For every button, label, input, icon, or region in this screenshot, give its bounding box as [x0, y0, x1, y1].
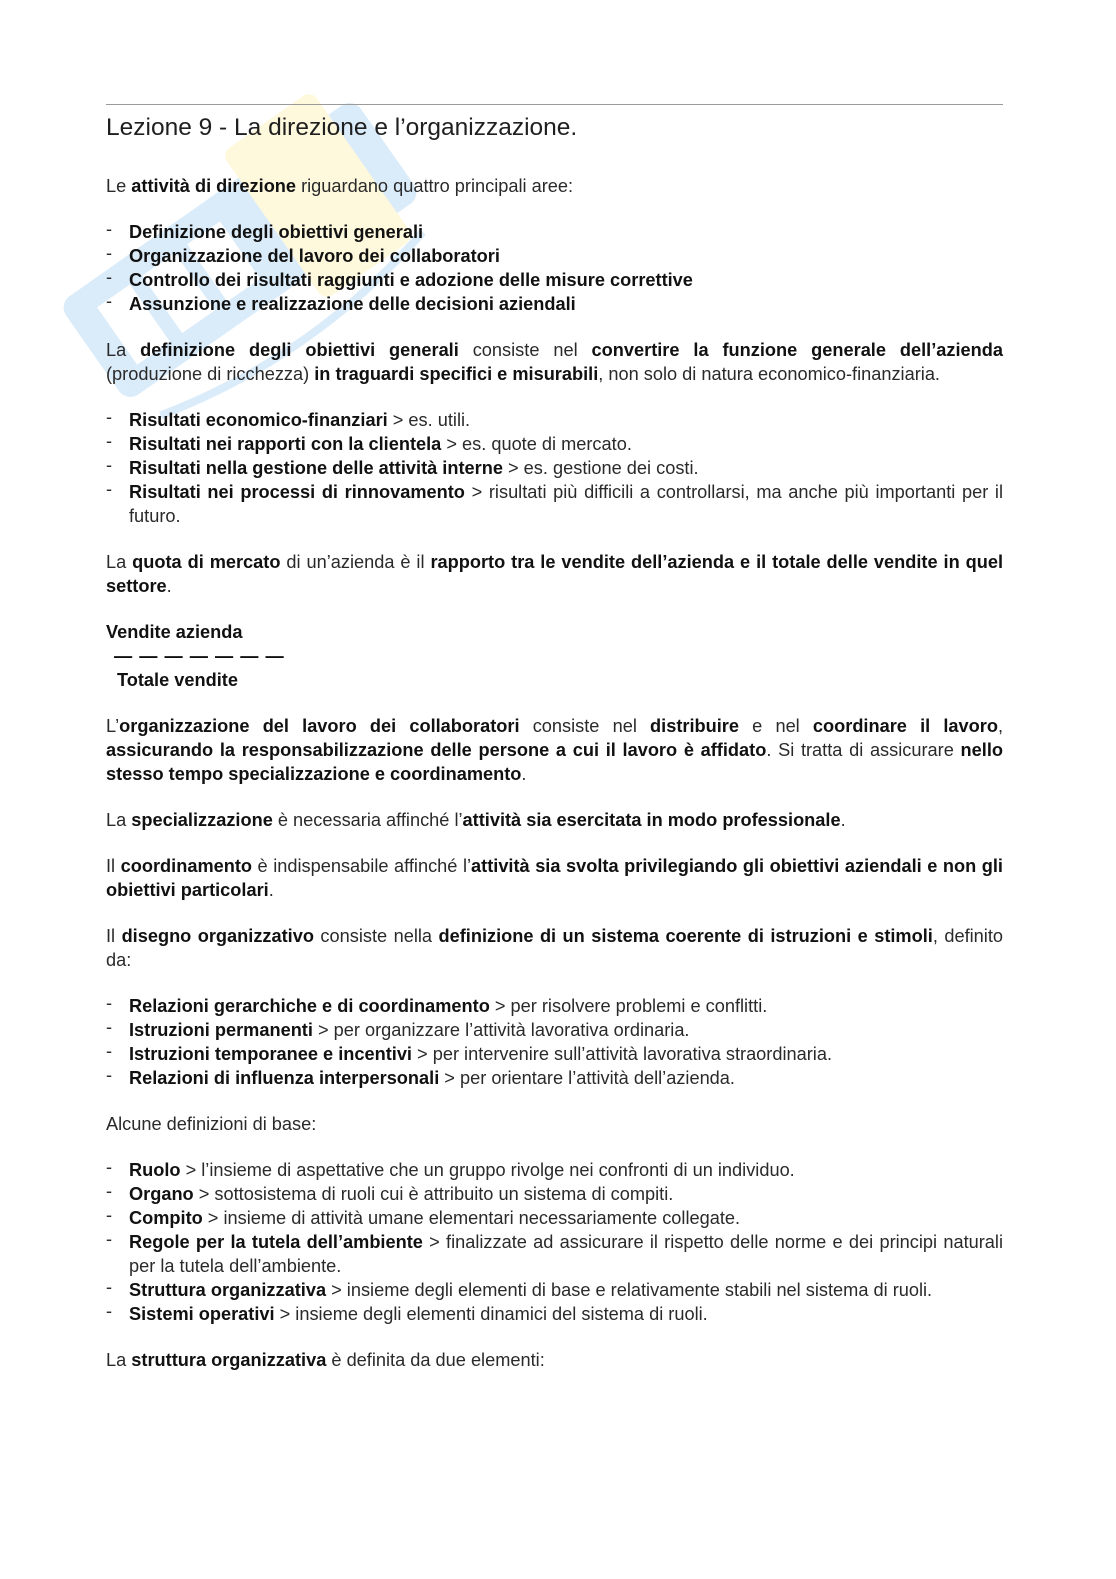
bullet-list	[106, 994, 1003, 1090]
text-run: è necessaria affinché l’	[272, 810, 463, 830]
spacer	[106, 786, 1003, 808]
text-run: > finalizzate ad assicurare il rispetto delle norme e dei principi naturali per la tutela dell’ambiente.	[129, 1232, 1003, 1276]
text-run: > es. quote di mercato.	[441, 434, 632, 454]
spacer	[106, 386, 1003, 408]
bold-text: specializzazione	[131, 810, 273, 830]
text-run: La	[106, 1350, 132, 1370]
bullet-list	[106, 408, 1003, 528]
bold-text: Organizzazione del lavoro dei collaboratori	[129, 246, 500, 266]
spacer	[106, 1090, 1003, 1112]
paragraph	[106, 924, 1003, 972]
text-run: è indispensabile affinché l’	[252, 856, 472, 876]
text-run: .	[166, 576, 172, 596]
spacer	[106, 692, 1003, 714]
spacer	[106, 832, 1003, 854]
text-run: .	[521, 764, 527, 784]
bold-text: coordinamento	[120, 856, 253, 876]
bold-text: assicurando la responsabilizzazione delle persone a cui il lavoro è affidato	[106, 740, 767, 760]
fraction-numerator: Vendite azienda	[106, 622, 243, 642]
spacer	[106, 1136, 1003, 1158]
paragraph	[106, 550, 1003, 598]
list-item	[106, 244, 1003, 268]
paragraph	[106, 854, 1003, 902]
paragraph	[106, 714, 1003, 786]
text-run: Alcune definizioni di base:	[106, 1114, 317, 1134]
text-run: .	[268, 880, 274, 900]
bold-text: coordinare il lavoro	[812, 716, 998, 736]
bold-text: distribuire	[650, 716, 739, 736]
market-share-fraction	[106, 620, 1003, 692]
text-run: > sottosistema di ruoli cui è attribuito un sistema di compiti.	[193, 1184, 674, 1204]
list-item	[106, 220, 1003, 244]
list-item	[106, 292, 1003, 316]
fraction-line: — — — — — — —	[114, 646, 285, 666]
text-run: > insieme degli elementi dinamici del sistema di ruoli.	[274, 1304, 708, 1324]
text-run: riguardano quattro principali aree:	[296, 176, 574, 196]
list-item	[106, 480, 1003, 528]
bold-text: Sistemi operativi	[129, 1304, 275, 1324]
bold-text: convertire la funzione generale dell’azienda	[591, 340, 1003, 360]
bullet-list	[106, 220, 1003, 316]
list-item	[106, 1182, 1003, 1206]
text-run: , non solo di natura economico-finanziaria.	[598, 364, 940, 384]
header-rule	[106, 104, 1003, 105]
page-title: Lezione 9 - La direzione e l’organizzazione.	[106, 114, 578, 141]
list-item	[106, 1230, 1003, 1278]
text-run: La	[106, 340, 141, 360]
text-run: > es. utili.	[387, 410, 471, 430]
bold-text: attività di direzione	[131, 176, 297, 196]
document-body	[106, 174, 1003, 1372]
text-run: Il	[106, 926, 122, 946]
bold-text: Relazioni di influenza interpersonali	[129, 1068, 440, 1088]
bold-text: definizione di un sistema coerente di istruzioni e stimoli	[438, 926, 933, 946]
bold-text: disegno organizzativo	[121, 926, 314, 946]
paragraph	[106, 1348, 1003, 1372]
list-item	[106, 994, 1003, 1018]
bold-text: Definizione degli obiettivi generali	[129, 222, 424, 242]
bold-text: rapporto tra le vendite dell’azienda e il totale delle vendite in quel settore	[106, 552, 1003, 596]
bold-text: attività sia esercitata in modo professionale	[462, 810, 841, 830]
bold-text: Regole per la tutela dell’ambiente	[129, 1232, 423, 1252]
spacer	[106, 598, 1003, 620]
text-run: Le	[106, 176, 132, 196]
text-run: > per organizzare l’attività lavorativa ordinaria.	[312, 1020, 690, 1040]
bold-text: quota di mercato	[132, 552, 281, 572]
spacer	[106, 316, 1003, 338]
bold-text: Risultati economico-finanziari	[129, 410, 388, 430]
spacer	[106, 972, 1003, 994]
text-run: > risultati più difficili a controllarsi, ma anche più importanti per il futuro.	[129, 482, 1004, 526]
text-run: consiste nella	[313, 926, 439, 946]
list-item	[106, 1278, 1003, 1302]
list-item	[106, 1018, 1003, 1042]
text-run: , definito da:	[106, 926, 1003, 970]
text-run: > l’insieme di aspettative che un gruppo rivolge nei confronti di un individuo.	[180, 1160, 795, 1180]
bullet-list	[106, 1158, 1003, 1326]
text-run: è definita da due elementi:	[326, 1350, 545, 1370]
bold-text: Ruolo	[129, 1160, 181, 1180]
bold-text: definizione degli obiettivi generali	[140, 340, 459, 360]
text-run: > es. gestione dei costi.	[502, 458, 699, 478]
text-run: La	[106, 810, 132, 830]
bold-text: attività sia svolta privilegiando gli obiettivi aziendali e non gli obiettivi particolari	[106, 856, 1003, 900]
text-run: > insieme di attività umane elementari necessariamente collegate.	[202, 1208, 741, 1228]
list-item	[106, 1302, 1003, 1326]
text-run: > per risolvere problemi e conflitti.	[489, 996, 768, 1016]
paragraph	[106, 808, 1003, 832]
bold-text: Relazioni gerarchiche e di coordinamento	[129, 996, 490, 1016]
bold-text: Risultati nei rapporti con la clientela	[129, 434, 442, 454]
bold-text: Risultati nella gestione delle attività interne	[129, 458, 503, 478]
bold-text: nello stesso tempo specializzazione e coordinamento	[106, 740, 1003, 784]
bold-text: in traguardi specifici e misurabili	[314, 364, 599, 384]
list-item	[106, 268, 1003, 292]
text-run: di un’azienda è il	[280, 552, 431, 572]
list-item	[106, 432, 1003, 456]
fraction-denominator: Totale vendite	[117, 670, 238, 690]
list-item	[106, 1206, 1003, 1230]
bold-text: Istruzioni permanenti	[129, 1020, 313, 1040]
text-run: > per intervenire sull’attività lavorativa straordinaria.	[411, 1044, 833, 1064]
text-run: ,	[997, 716, 1003, 736]
text-run: L’	[106, 716, 120, 736]
bold-text: Controllo dei risultati raggiunti e adozione delle misure correttive	[129, 270, 693, 290]
bold-text: Compito	[129, 1208, 203, 1228]
bold-text: struttura organizzativa	[131, 1350, 327, 1370]
list-item	[106, 1042, 1003, 1066]
spacer	[106, 198, 1003, 220]
list-item	[106, 1158, 1003, 1182]
bold-text: Istruzioni temporanee e incentivi	[129, 1044, 412, 1064]
list-item	[106, 456, 1003, 480]
text-run: consiste nel	[519, 716, 651, 736]
text-run: e nel	[738, 716, 813, 736]
text-run: > insieme degli elementi di base e relativamente stabili nel sistema di ruoli.	[326, 1280, 933, 1300]
text-run: . Si tratta di assicurare	[766, 740, 961, 760]
bold-text: Struttura organizzativa	[129, 1280, 327, 1300]
list-item	[106, 1066, 1003, 1090]
paragraph	[106, 174, 1003, 198]
spacer	[106, 1326, 1003, 1348]
bold-text: Organo	[129, 1184, 194, 1204]
text-run: Il	[106, 856, 121, 876]
bold-text: organizzazione del lavoro dei collaboratori	[119, 716, 520, 736]
text-run: La	[106, 552, 133, 572]
paragraph	[106, 338, 1003, 386]
bold-text: Risultati nei processi di rinnovamento	[129, 482, 465, 502]
bold-text: Assunzione e realizzazione delle decisioni aziendali	[129, 294, 576, 314]
text-run: consiste nel	[458, 340, 592, 360]
paragraph	[106, 1112, 1003, 1136]
spacer	[106, 528, 1003, 550]
spacer	[106, 902, 1003, 924]
list-item	[106, 408, 1003, 432]
text-run: .	[840, 810, 846, 830]
text-run: (produzione di ricchezza)	[106, 364, 315, 384]
text-run: > per orientare l’attività dell’azienda.	[439, 1068, 735, 1088]
